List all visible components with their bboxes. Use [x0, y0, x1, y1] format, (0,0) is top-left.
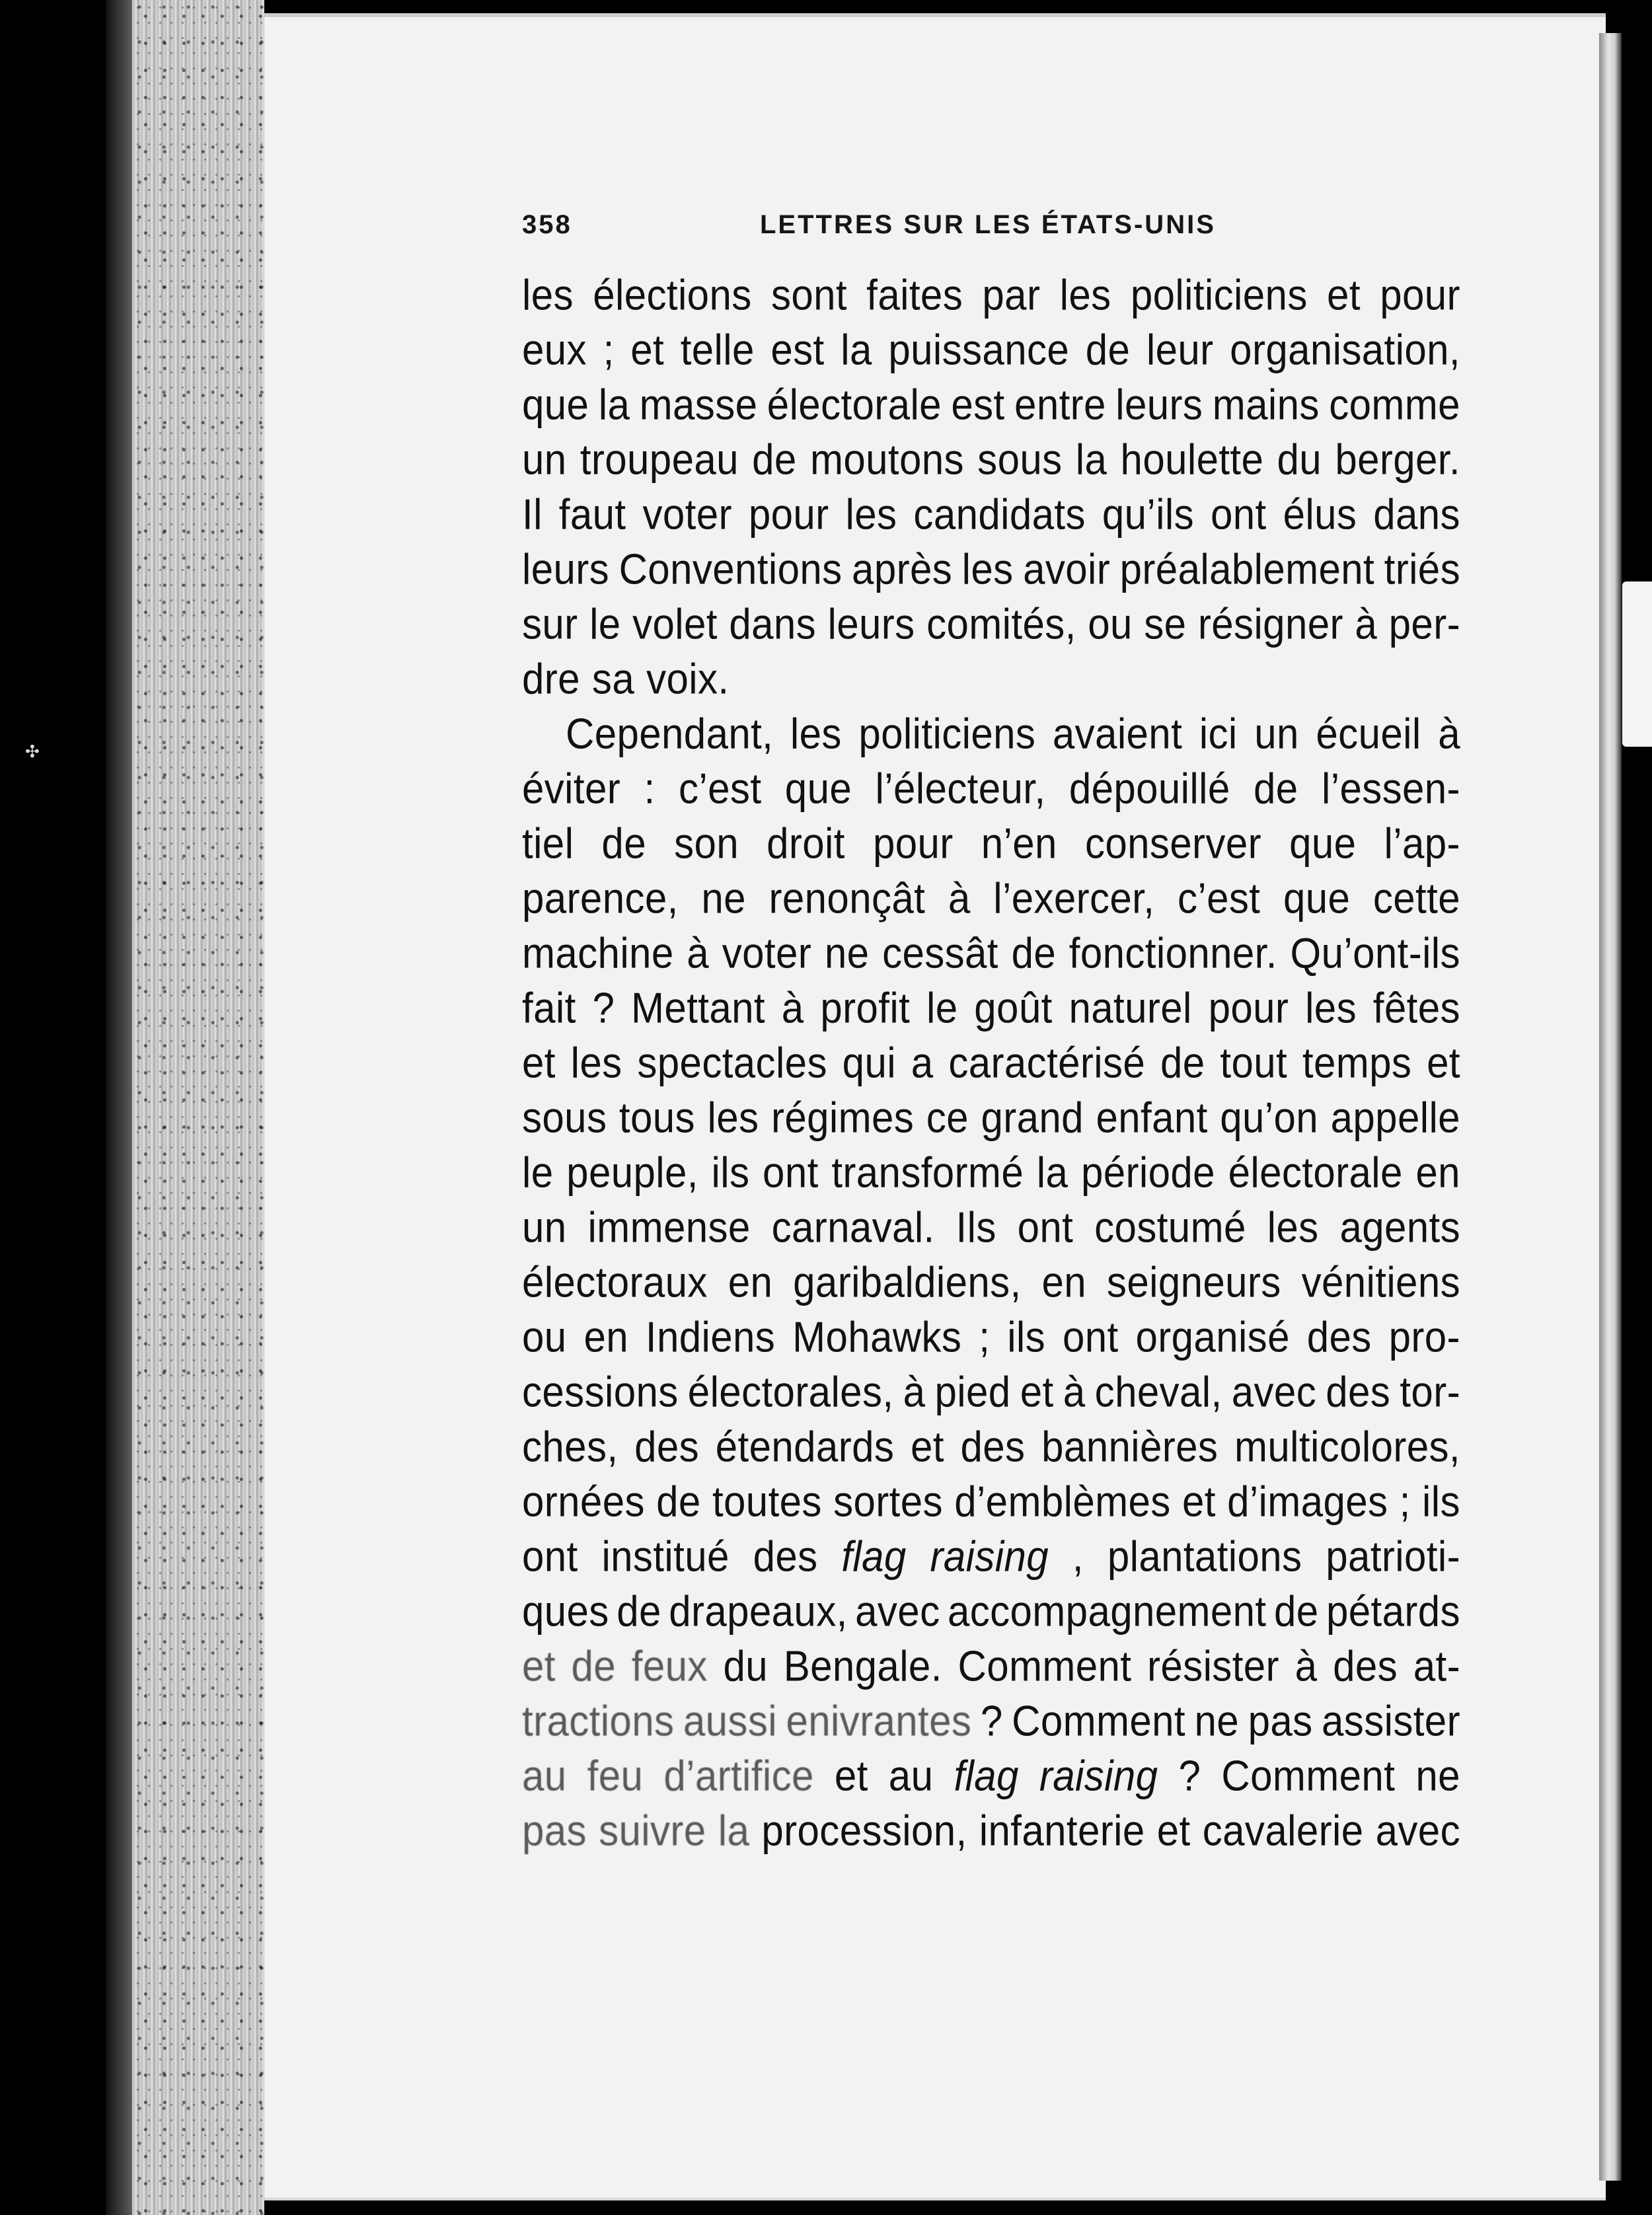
stacked-page-edges	[132, 0, 264, 2215]
text-line: Cependant, les politiciens avaient ici un écueil à	[566, 710, 1460, 758]
text-line: parence, ne renonçât à l’exercer, c’est que cette	[522, 874, 1460, 922]
text-line: un troupeau de moutons sous la houlette du berger.	[522, 435, 1460, 484]
text-line: le peuple, ils ont transformé la période électorale en	[522, 1148, 1460, 1197]
text-line: électoraux en garibaldiens, en seigneurs vénitiens	[522, 1258, 1460, 1306]
text-line: sur le volet dans leurs comités, ou se résigner à per-	[522, 600, 1460, 648]
text-line: ou en Indiens Mohawks ; ils ont organisé des pro-	[522, 1313, 1460, 1361]
text-line: ornées de toutes sortes d’emblèmes et d’images ; ils	[522, 1478, 1460, 1526]
text-line: machine à voter ne cessât de fonctionner. Qu’ont-ils	[522, 929, 1460, 977]
text-line: ches, des étendards et des bannières multicolores,	[522, 1423, 1460, 1471]
running-head	[522, 205, 1460, 244]
text-line: ont institué des flag raising , plantations patrioti-	[522, 1532, 1460, 1581]
running-title: LETTRES SUR LES ÉTATS-UNIS	[760, 210, 1216, 239]
page-number: 358	[522, 210, 572, 239]
text-line: et les spectacles qui a caractérisé de tout temps et	[522, 1039, 1460, 1087]
text-line: Il faut voter pour les candidats qu’ils ont élus dans	[522, 490, 1460, 539]
text-line: sous tous les régimes ce grand enfant qu’on appelle	[522, 1094, 1460, 1142]
text-line: tiel de son droit pour n’en conserver que l’ap-	[522, 819, 1460, 868]
text-line: éviter : c’est que l’électeur, dépouillé de l’essen-	[522, 765, 1460, 813]
text-line: eux ; et telle est la puissance de leur organisation,	[522, 326, 1460, 374]
text-line: un immense carnaval. Ils ont costumé les agents	[522, 1203, 1460, 1252]
text-line: tractions aussi enivrantes ? Comment ne pas assister	[522, 1697, 1460, 1745]
text-line: ques de drapeaux, avec accompagnement de pétards	[522, 1587, 1460, 1635]
next-page-edge	[1622, 582, 1652, 747]
text-line: pas suivre la procession, infanterie et cavalerie avec	[522, 1807, 1460, 1855]
text-line: et de feux du Bengale. Comment résister à des at-	[522, 1642, 1460, 1690]
page-right-edge	[1599, 33, 1622, 2181]
film-border-right	[1622, 0, 1652, 2215]
body-text	[522, 268, 1460, 1858]
text-line: les élections sont faites par les politiciens et pour	[522, 271, 1460, 319]
text-line: fait ? Mettant à profit le goût naturel pour les fêtes	[522, 984, 1460, 1032]
text-line: cessions électorales, à pied et à cheval, avec des tor-	[522, 1368, 1460, 1416]
text-line: que la masse électorale est entre leurs mains comme	[522, 381, 1460, 429]
text-line: dre sa voix.	[522, 655, 730, 703]
film-speck-icon: ✣	[25, 742, 40, 762]
text-line: au feu d’artifice et au flag raising ? Comment ne	[522, 1752, 1460, 1800]
text-line: leurs Conventions après les avoir préalablement triés	[522, 545, 1460, 593]
